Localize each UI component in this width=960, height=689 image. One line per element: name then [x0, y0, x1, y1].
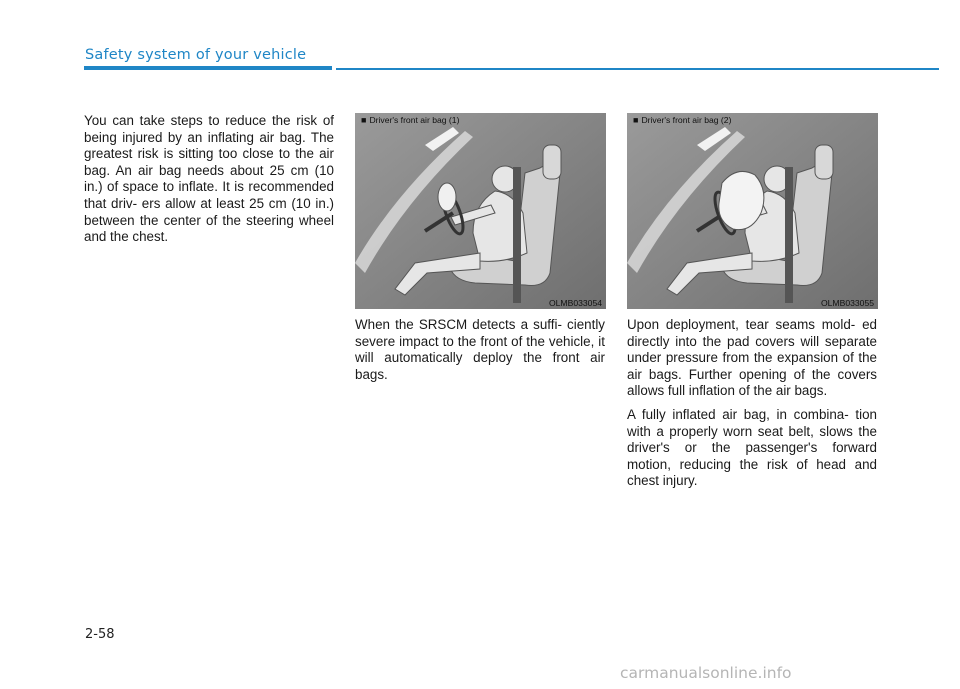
figure-code: OLMB033055 [820, 298, 874, 308]
figure-code: OLMB033054 [548, 298, 602, 308]
figure-driver-airbag-1 [355, 113, 606, 309]
driver-airbag-small-illustration [355, 113, 606, 309]
figure-caption: ■ Driver's front air bag (2) [633, 115, 732, 125]
driver-airbag-inflated-illustration [627, 113, 878, 309]
paragraph: When the SRSCM detects a suffi- ciently severe impact to the front of the vehicle, it will automatically deploy the front air bags. [355, 317, 605, 382]
header-accent-bar [84, 66, 332, 70]
section-title: Safety system of your vehicle [85, 47, 307, 63]
paragraph: You can take steps to reduce the risk of being injured by an inflating air bag. The greatest risk is sitting too close to the air bag. An air bag needs about 25 cm (10 in.) of space to inflate. It is recommended that driv- ers allow at least 25 cm (10 in.) between the center of the steering wheel and the chest. [84, 113, 334, 245]
page-number: 2-58 [85, 627, 115, 642]
header-rule-line [336, 68, 939, 70]
paragraph: Upon deployment, tear seams mold- ed directly into the pad covers will separate under pressure from the expansion of the air bags. Further opening of the covers allows full inflation of the air bags. [627, 317, 877, 399]
column-2-text [355, 317, 605, 390]
figure-driver-airbag-2 [627, 113, 878, 309]
column-1-text [84, 113, 334, 253]
column-3-text [627, 317, 877, 497]
paragraph: A fully inflated air bag, in combina- tion with a properly worn seat belt, slows the driver's or the passenger's forward motion, reducing the risk of head and chest injury. [627, 406, 877, 489]
watermark: carmanualsonline.info [620, 664, 792, 682]
figure-caption: ■ Driver's front air bag (1) [361, 115, 460, 125]
